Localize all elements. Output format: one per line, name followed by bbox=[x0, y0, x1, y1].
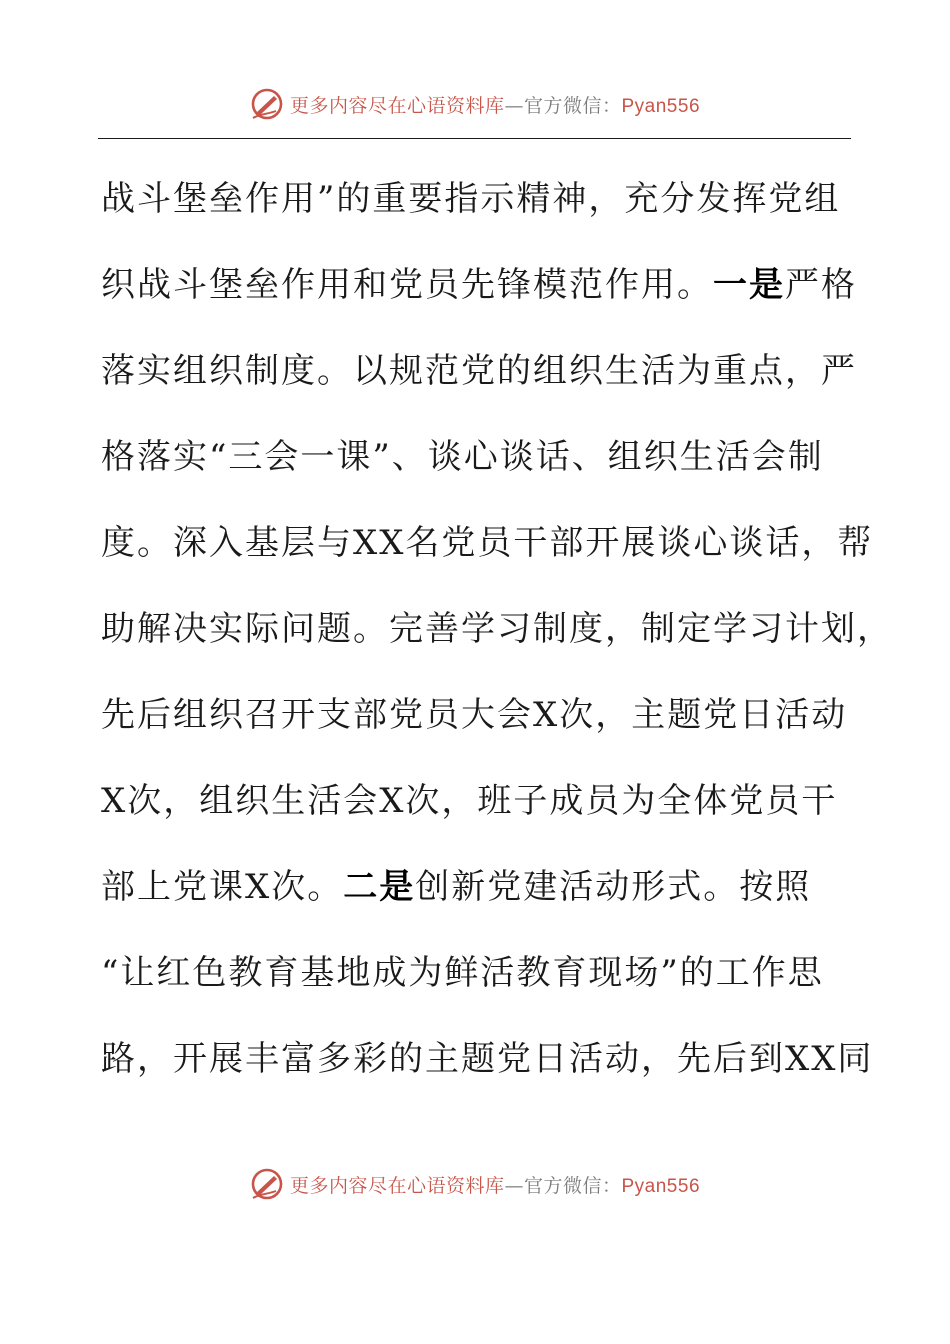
banner-dash: — bbox=[504, 94, 524, 117]
text-segment: X次，组织生活会X次，班子成员为全体党员干 bbox=[101, 781, 838, 821]
text-line bbox=[101, 156, 861, 242]
text-segment: “让红色教育基地成为鲜活教育现场”的工作思 bbox=[101, 953, 824, 993]
text-line bbox=[101, 844, 861, 930]
banner-main-text: 更多内容尽在心语资料库 bbox=[289, 94, 505, 117]
emphasis-text: 二是 bbox=[343, 867, 416, 907]
text-line bbox=[101, 414, 861, 500]
text-line bbox=[101, 930, 861, 1016]
banner-wechat-id: Pyan556 bbox=[621, 1175, 701, 1197]
text-line bbox=[101, 758, 861, 844]
text-line bbox=[101, 586, 893, 672]
banner-dash: — bbox=[504, 1174, 524, 1197]
text-segment: 落实组织制度。以规范党的组织生活为重点，严 bbox=[101, 351, 857, 391]
text-line bbox=[101, 328, 861, 414]
text-segment: 严格 bbox=[785, 265, 857, 305]
banner-wechat-id: Pyan556 bbox=[621, 95, 701, 117]
text-line bbox=[101, 672, 861, 758]
banner-wechat-label: 官方微信： bbox=[523, 94, 622, 117]
emphasis-text: 一是 bbox=[713, 265, 785, 305]
text-segment: 战斗堡垒作用”的重要指示精神，充分发挥党组 bbox=[101, 179, 841, 219]
document-body bbox=[101, 156, 893, 1102]
text-segment: 先后组织召开支部党员大会X次，主题党日活动 bbox=[101, 695, 848, 735]
text-segment: 织战斗堡垒作用和党员先锋模范作用。 bbox=[101, 265, 713, 305]
banner-wechat-label: 官方微信： bbox=[523, 1174, 622, 1197]
header-banner bbox=[0, 82, 950, 126]
header-divider bbox=[98, 138, 851, 139]
banner-main-text: 更多内容尽在心语资料库 bbox=[289, 1174, 505, 1197]
text-segment: 创新党建活动形式。按照 bbox=[415, 867, 812, 907]
text-line bbox=[101, 1016, 874, 1102]
text-line bbox=[101, 242, 861, 328]
banner-text bbox=[290, 1171, 700, 1198]
text-segment: 助解决实际问题。完善学习制度，制定学习计划， bbox=[101, 609, 893, 649]
pen-logo-icon bbox=[250, 87, 284, 121]
text-line bbox=[101, 500, 874, 586]
text-segment: 度。深入基层与XX名党员干部开展谈心谈话，帮 bbox=[101, 523, 874, 563]
text-segment: 部上党课X次。 bbox=[101, 867, 344, 907]
text-segment: 路，开展丰富多彩的主题党日活动，先后到XX同 bbox=[101, 1039, 874, 1079]
banner-text bbox=[290, 91, 700, 118]
footer-banner bbox=[0, 1162, 950, 1206]
pen-logo-icon bbox=[250, 1167, 284, 1201]
text-segment: 格落实“三会一课”、谈心谈话、组织生活会制 bbox=[101, 437, 824, 477]
